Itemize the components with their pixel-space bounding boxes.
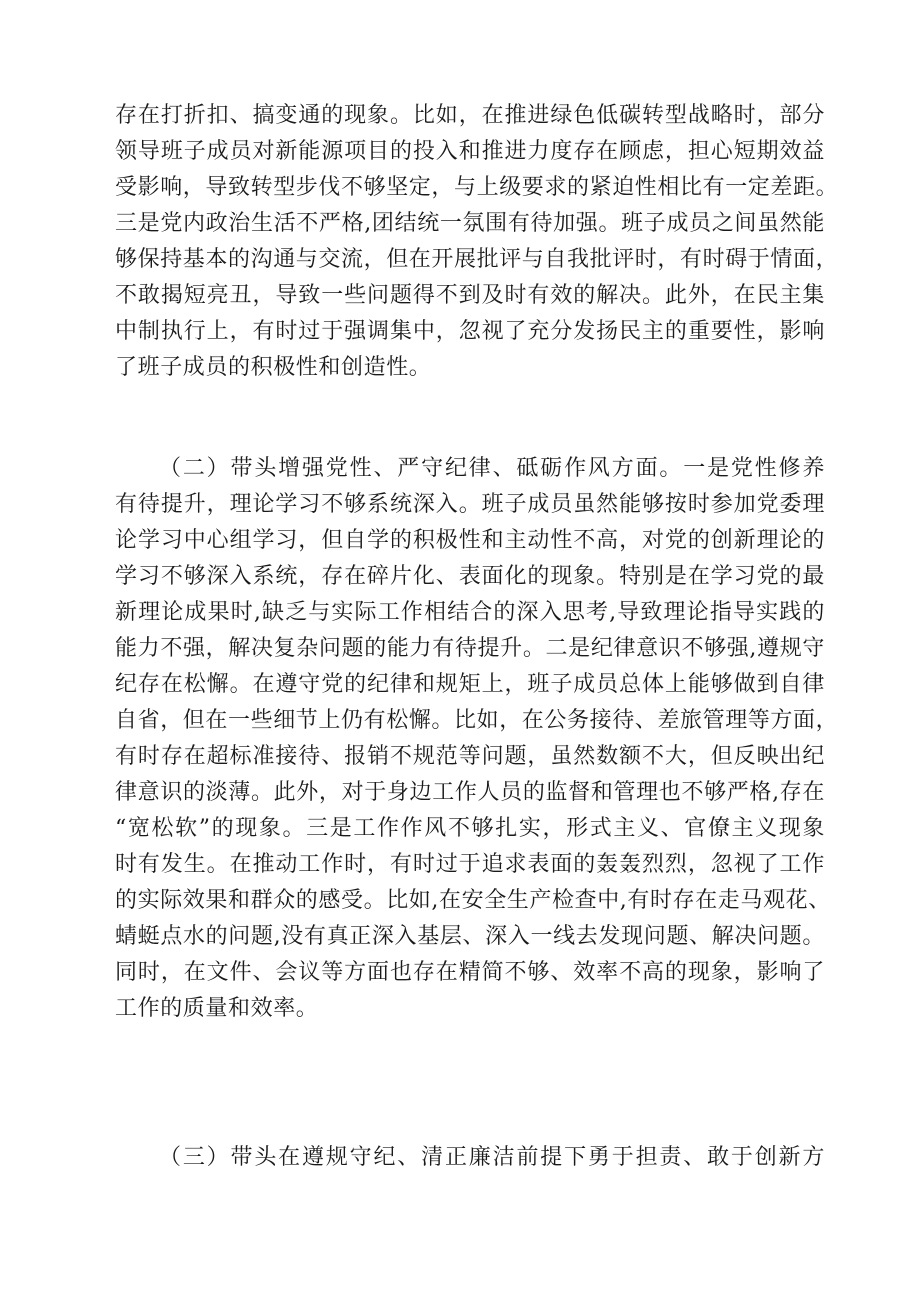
text-line: 不敢揭短亮丑，导致一些问题得不到及时有效的解决。此外，在民主集 <box>115 283 825 308</box>
text-line: 受影响，导致转型步伐不够坚定，与上级要求的紧迫性相比有一定差距。 <box>115 175 839 200</box>
text-line: 纪存在松懈。在遵守党的纪律和规矩上，班子成员总体上能够做到自律 <box>115 672 825 697</box>
text-line: 有时存在超标准接待、报销不规范等问题，虽然数额不大，但反映出纪 <box>115 744 825 769</box>
text-line: 蜻蜓点水的问题,没有真正深入基层、深入一线去发现问题、解决问题。 <box>115 924 825 949</box>
text-line: 学习不够深入系统，存在碎片化、表面化的现象。特别是在学习党的最 <box>115 564 825 589</box>
text-line: 能力不强，解决复杂问题的能力有待提升。二是纪律意识不够强,遵规守 <box>115 636 825 661</box>
text-line: 新理论成果时,缺乏与实际工作相结合的深入思考,导致理论指导实践的 <box>115 600 825 625</box>
text-line: 中制执行上，有时过于强调集中，忽视了充分发扬民主的重要性，影响 <box>115 319 825 344</box>
paragraph-1 <box>115 98 839 386</box>
text-line: 论学习中心组学习，但自学的积极性和主动性不高，对党的创新理论的 <box>115 528 825 553</box>
text-line: 自省，但在一些细节上仍有松懈。比如，在公务接待、差旅管理等方面， <box>115 708 839 733</box>
paragraph-2 <box>115 451 839 1027</box>
text-line: 时有发生。在推动工作时，有时过于追求表面的轰轰烈烈，忽视了工作 <box>115 852 825 877</box>
text-line: 工作的质量和效率。 <box>115 996 319 1021</box>
text-line: （三）带头在遵规守纪、清正廉洁前提下勇于担责、敢于创新方 <box>159 1145 825 1170</box>
text-line: 同时，在文件、会议等方面也存在精简不够、效率不高的现象，影响了 <box>115 960 825 985</box>
text-line: 够保持基本的沟通与交流，但在开展批评与自我批评时，有时碍于情面， <box>115 247 839 272</box>
text-line: 领导班子成员对新能源项目的投入和推进力度存在顾虑，担心短期效益 <box>115 139 825 164</box>
text-line: 三是党内政治生活不严格,团结统一氛围有待加强。班子成员之间虽然能 <box>115 211 825 236</box>
text-line: 律意识的淡薄。此外，对于身边工作人员的监督和管理也不够严格,存在 <box>115 780 825 805</box>
text-line: 的实际效果和群众的感受。比如,在安全生产检查中,有时存在走马观花、 <box>115 888 831 913</box>
text-line: “宽松软”的现象。三是工作作风不够扎实，形式主义、官僚主义现象 <box>115 816 825 841</box>
text-line: 有待提升，理论学习不够系统深入。班子成员虽然能够按时参加党委理 <box>115 492 825 517</box>
text-line: （二）带头增强党性、严守纪律、砥砺作风方面。一是党性修养 <box>159 456 825 481</box>
paragraph-3 <box>115 1140 825 1176</box>
text-line: 存在打折扣、搞变通的现象。比如，在推进绿色低碳转型战略时，部分 <box>115 103 825 128</box>
text-line: 了班子成员的积极性和创造性。 <box>115 355 432 380</box>
